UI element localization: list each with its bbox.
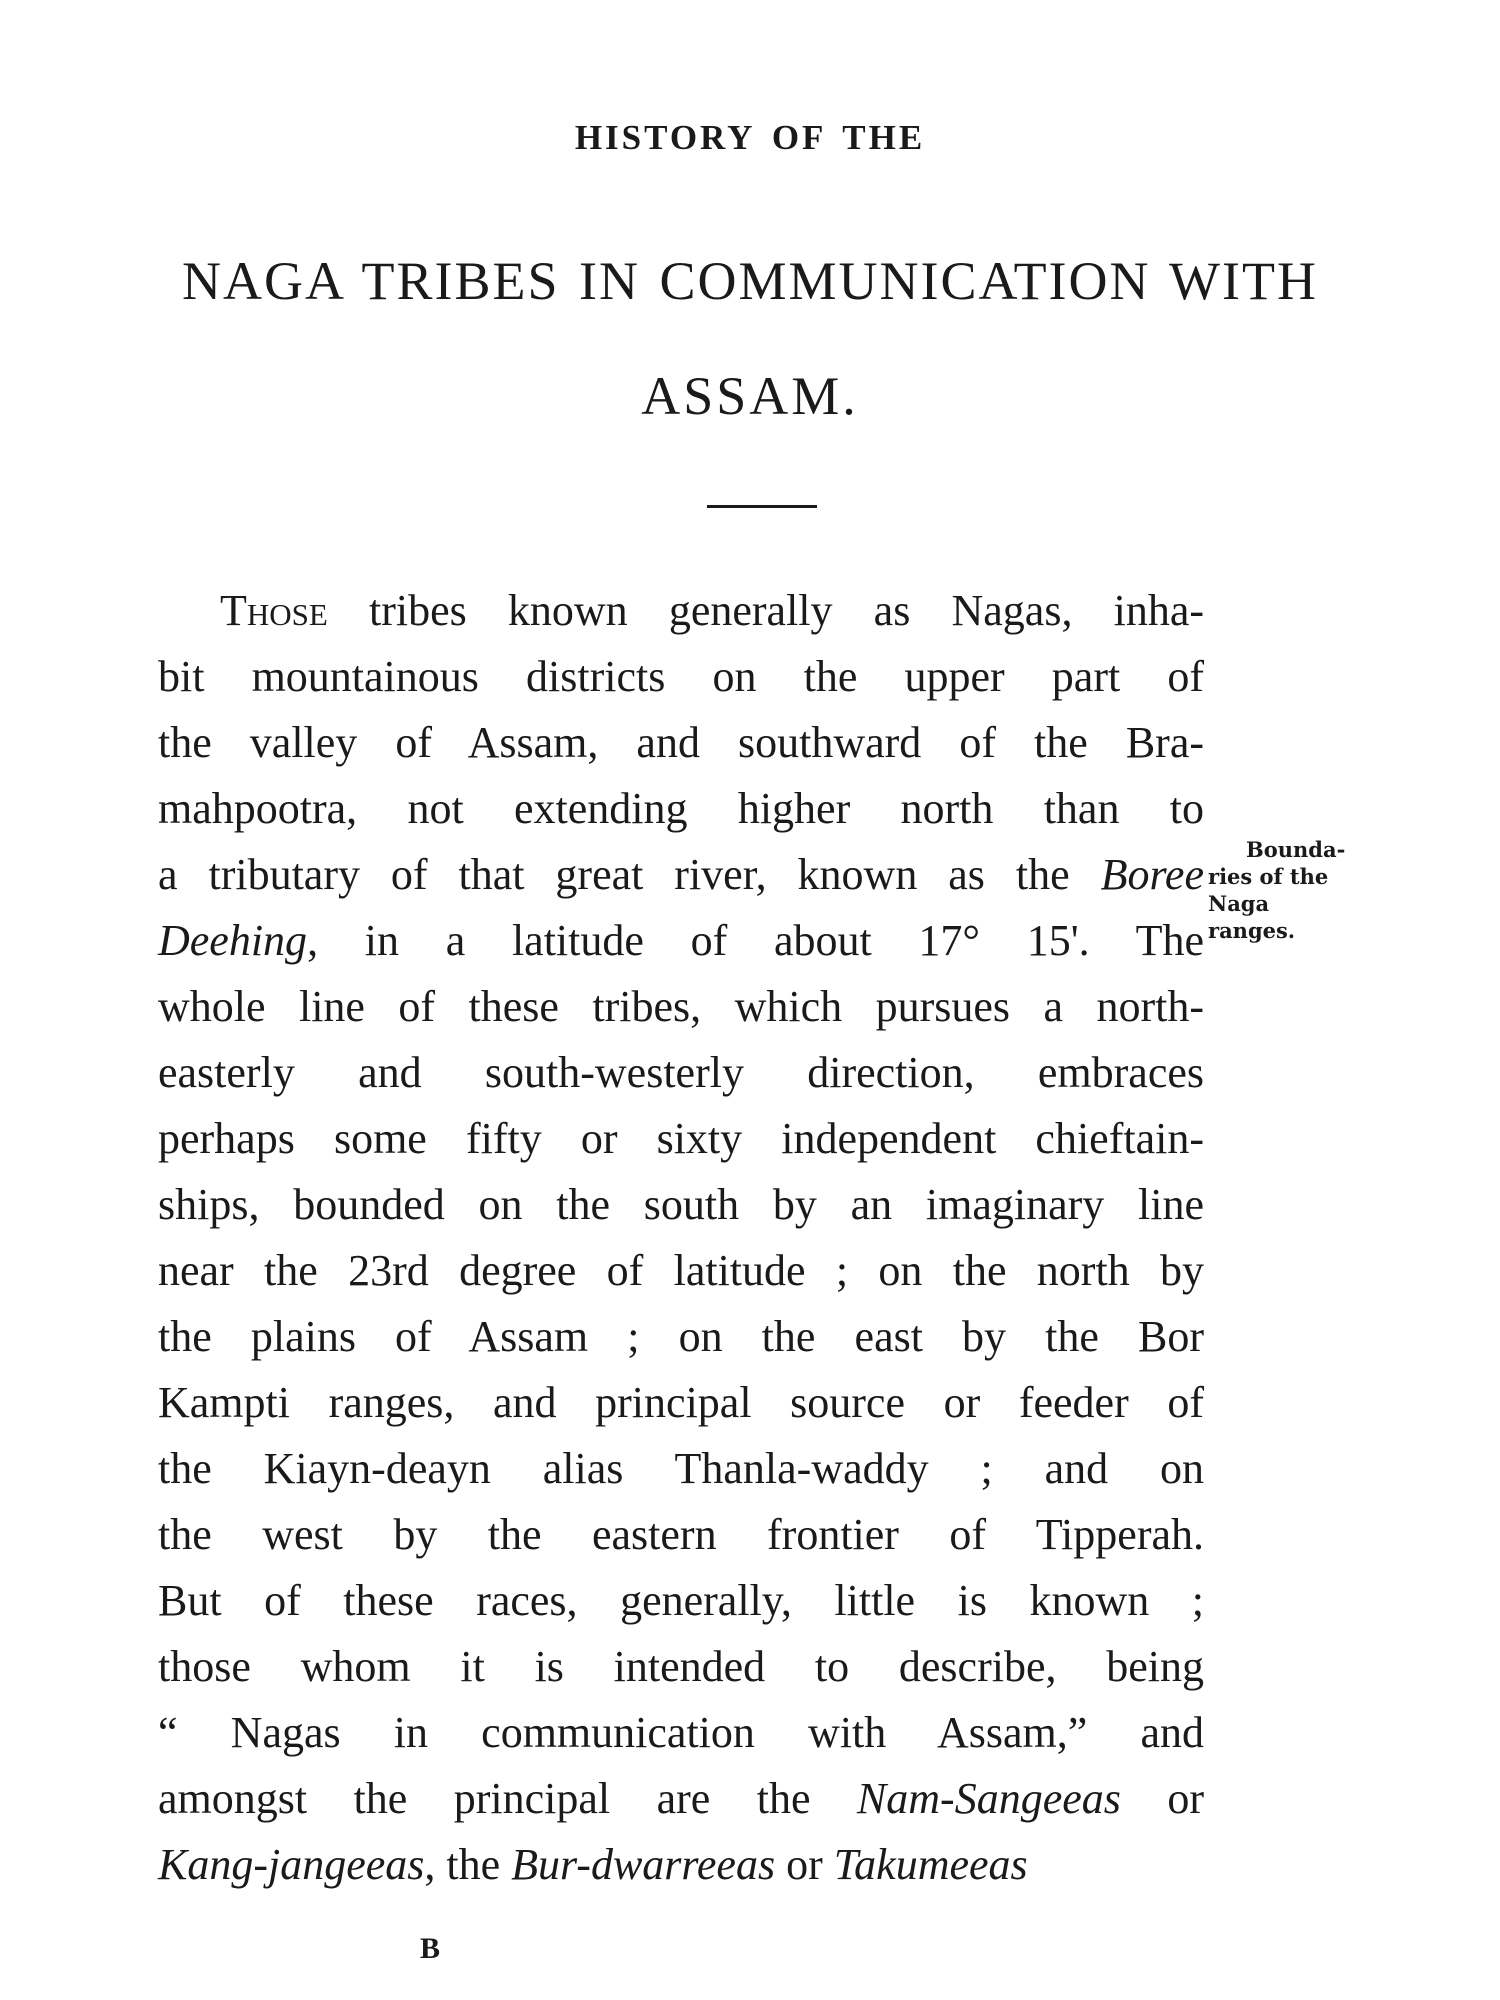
running-title: HISTORY OF THE <box>574 118 926 157</box>
margin-note-line: ries of the <box>1208 864 1329 889</box>
text-line: a tributary of that great river, known as the Boree <box>158 850 1204 899</box>
body-paragraph <box>158 578 1204 1898</box>
text-line: mahpootra, not extending higher north than to <box>158 784 1204 833</box>
margin-note-line: Bounda- <box>1246 837 1346 862</box>
text-line: the west by the eastern frontier of Tipperah. <box>158 1510 1204 1559</box>
text-line: ships, bounded on the south by an imaginary line <box>158 1180 1204 1229</box>
text-line: easterly and south-westerly direction, embraces <box>158 1048 1204 1097</box>
title-rule-divider <box>707 505 817 508</box>
text-line: near the 23rd degree of latitude ; on the north by <box>158 1246 1204 1295</box>
margin-note <box>1208 836 1380 944</box>
text-line: whole line of these tribes, which pursues a north- <box>158 982 1204 1031</box>
text-line: the Kiayn-deayn alias Thanla-waddy ; and on <box>158 1444 1204 1493</box>
chapter-title-continued: ASSAM. <box>641 366 859 426</box>
text-line: But of these races, generally, little is known ; <box>158 1576 1204 1625</box>
margin-note-line: ranges. <box>1208 918 1296 943</box>
text-line: Deehing, in a latitude of about 17° 15'. The <box>158 916 1204 965</box>
text-line: Kampti ranges, and principal source or feeder of <box>158 1378 1204 1427</box>
text-line: amongst the principal are the Nam-Sangeeas or <box>158 1774 1204 1823</box>
text-line: those whom it is intended to describe, being <box>158 1642 1204 1691</box>
text-line: the plains of Assam ; on the east by the Bor <box>158 1312 1204 1361</box>
text-line: “ Nagas in communication with Assam,” and <box>158 1708 1204 1757</box>
signature-mark: B <box>420 1932 441 1965</box>
chapter-title: NAGA TRIBES IN COMMUNICATION WITH <box>181 251 1318 311</box>
text-line: Kang-jangeeas, the Bur-dwarreeas or Takumeeas <box>158 1840 1028 1889</box>
text-line: perhaps some fifty or sixty independent chieftain- <box>158 1114 1204 1163</box>
text-line: the valley of Assam, and southward of the Bra- <box>158 718 1204 767</box>
margin-note-line: Naga <box>1208 891 1270 916</box>
text-line: Those tribes known generally as Nagas, inha- <box>220 586 1204 635</box>
text-line: bit mountainous districts on the upper part of <box>158 652 1204 701</box>
